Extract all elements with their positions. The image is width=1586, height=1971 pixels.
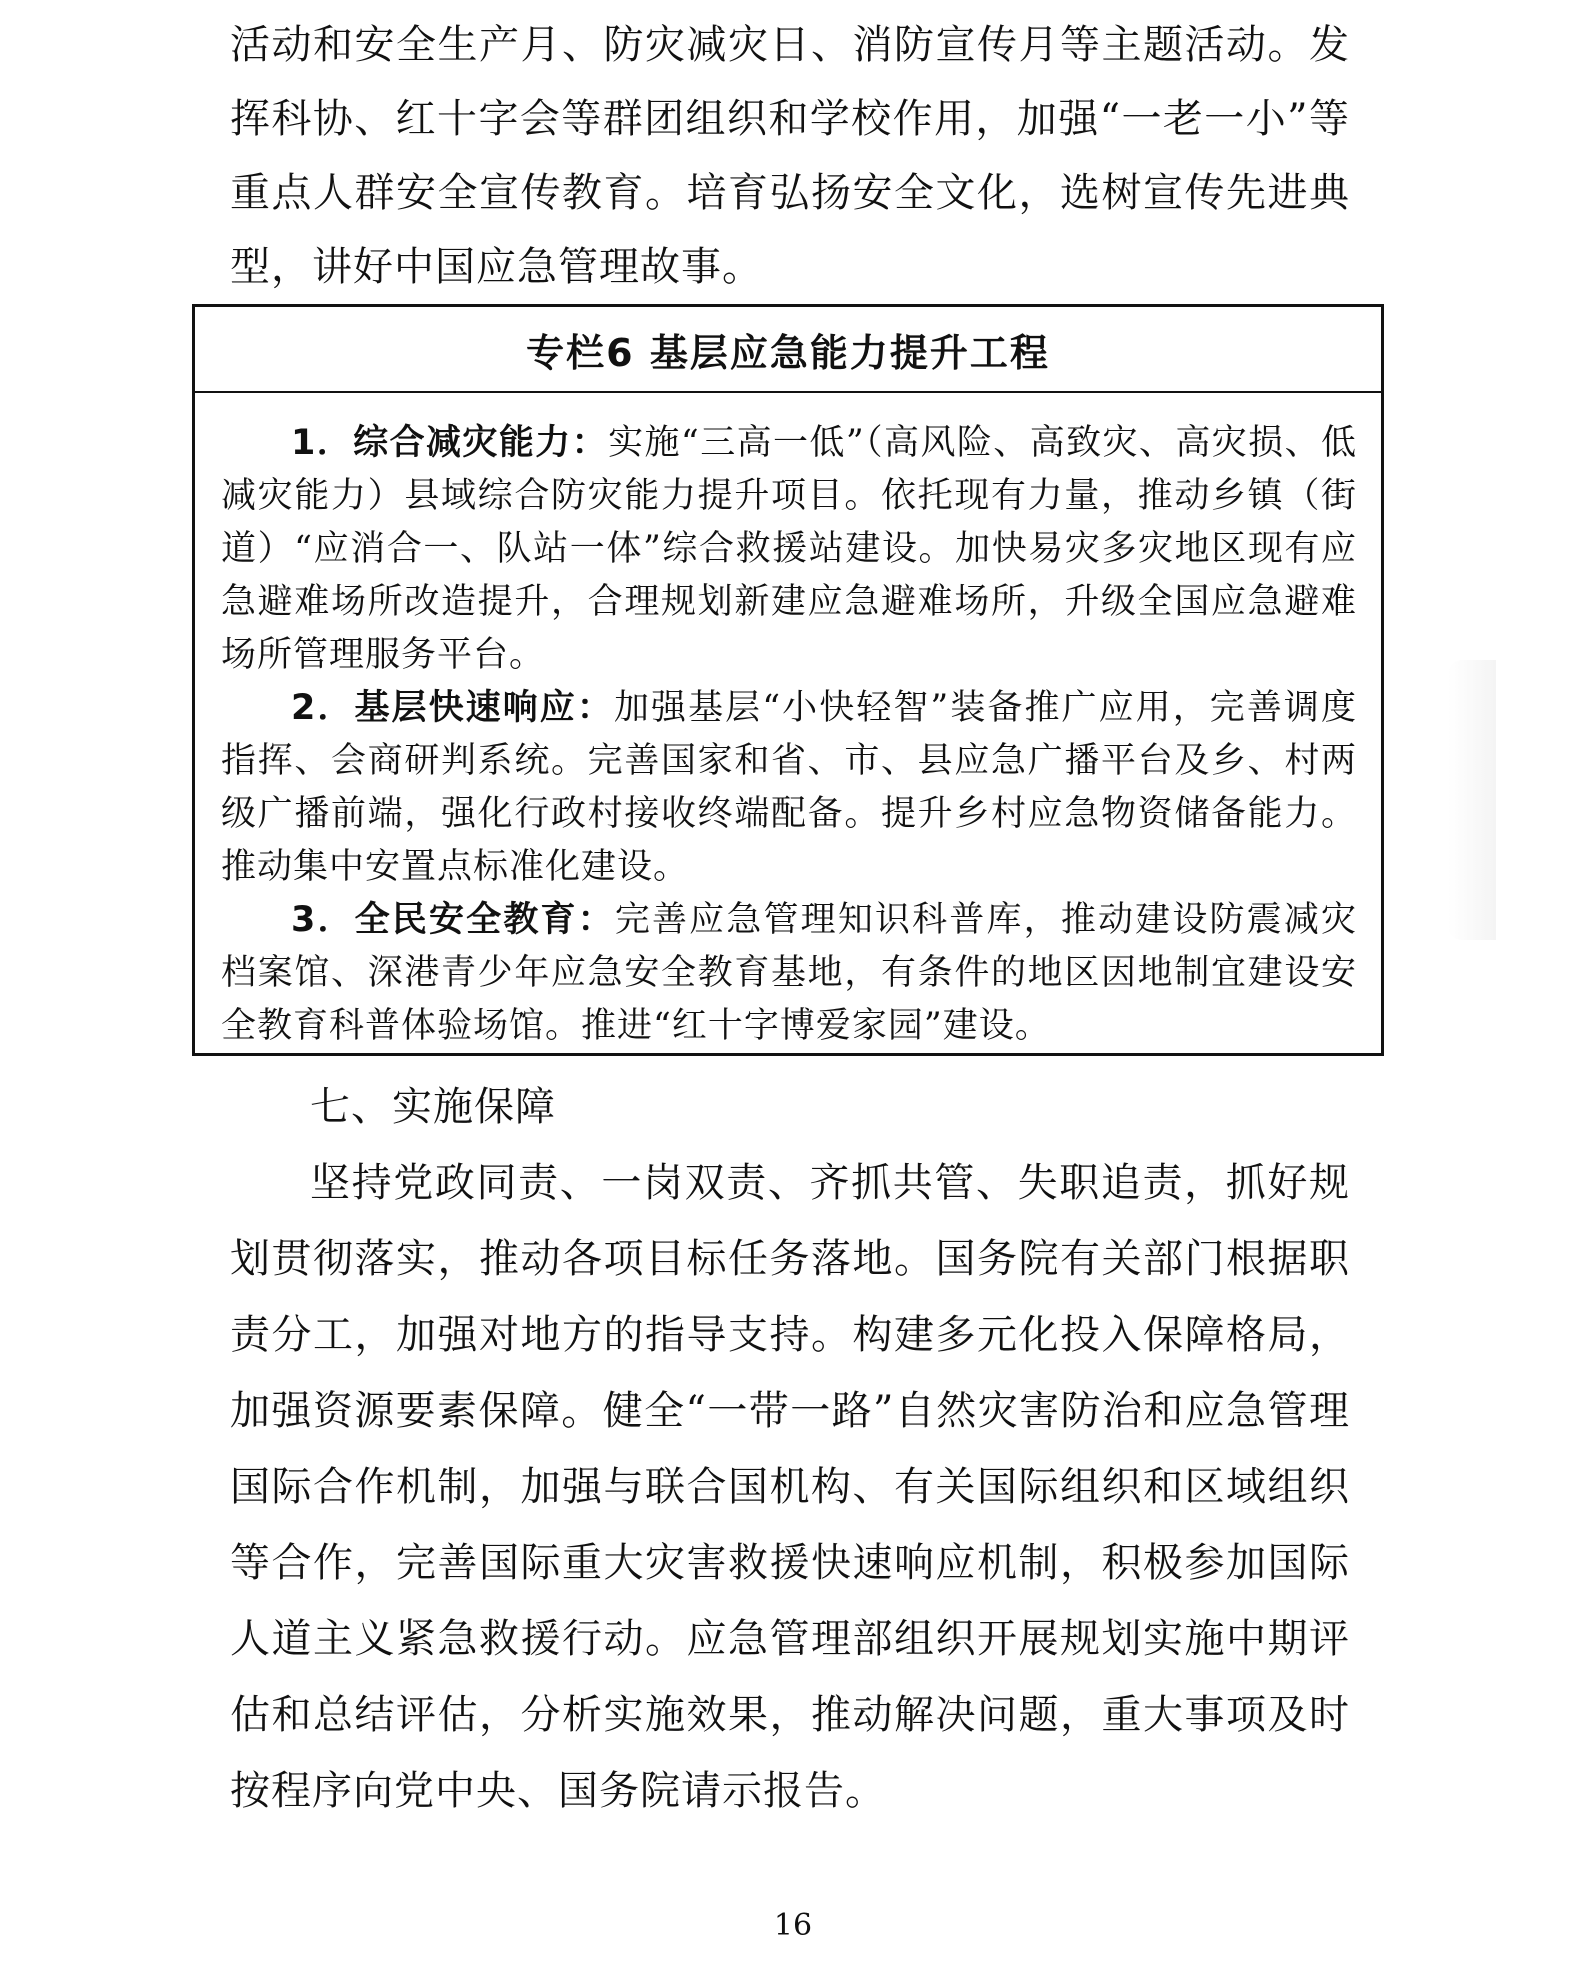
page-number: 16 xyxy=(773,1908,813,1943)
column-item-text: 完善应急管理知识科普库，推动建设防震减灾档案馆、深港青少年应急安全教育基地，有条件的地区因地制宜建设安全教育科普体验场馆。推进“红十字博爱家园”建设。 xyxy=(221,900,1357,1046)
column-item-label: 2．基层快速响应： xyxy=(291,688,614,728)
column-item-text: 加强基层“小快轻智”装备推广应用，完善调度指挥、会商研判系统。完善国家和省、市、县应急广播平台及乡、村两级广播前端，强化行政村接收终端配备。提升乡村应急物资储备能力。推动集中安置点标准化建设。 xyxy=(221,688,1357,887)
section-paragraph: 坚持党政同责、一岗双责、齐抓共管、失职追责，抓好规划贯彻落实，推动各项目标任务落地。国务院有关部门根据职责分工，加强对地方的指导支持。构建多元化投入保障格局，加强资源要素保障。健全“一带一路”自然灾害防治和应急管理国际合作机制，加强与联合国机构、有关国际组织和区域组织等合作，完善国际重大灾害救援快速响应机制，积极参加国际人道主义紧急救援行动。应急管理部组织开展规划实施中期评估和总结评估，分析实施效果，推动解决问题，重大事项及时按程序向党中央、国务院请示报告。 xyxy=(230,1160,1350,1814)
intro-paragraph: 活动和安全生产月、防灾减灾日、消防宣传月等主题活动。发挥科协、红十字会等群团组织和学校作用，加强“一老一小”等重点人群安全宣传教育。培育弘扬安全文化，选树宣传先进典型，讲好中国应急管理故事。 xyxy=(230,22,1350,290)
column-box xyxy=(192,304,1384,1056)
column-item xyxy=(221,894,1357,1053)
column-item-text: 实施“三高一低”（高风险、高致灾、高灾损、低减灾能力）县域综合防灾能力提升项目。依托现有力量，推动乡镇（街道）“应消合一、队站一体”综合救援站建设。加快易灾多灾地区现有应急避难场所改造提升，合理规划新建应急避难场所，升级全国应急避难场所管理服务平台。 xyxy=(221,423,1357,675)
column-item xyxy=(221,682,1357,894)
column-title: 专栏6 基层应急能力提升工程 xyxy=(195,307,1381,393)
edge-shadow xyxy=(1448,660,1496,940)
column-item-label: 3．全民安全教育： xyxy=(291,900,615,940)
column-body xyxy=(195,393,1381,1053)
section-heading: 七、实施保障 xyxy=(310,1084,556,1130)
column-item xyxy=(221,417,1357,682)
column-item-label: 1．综合减灾能力： xyxy=(291,423,609,463)
